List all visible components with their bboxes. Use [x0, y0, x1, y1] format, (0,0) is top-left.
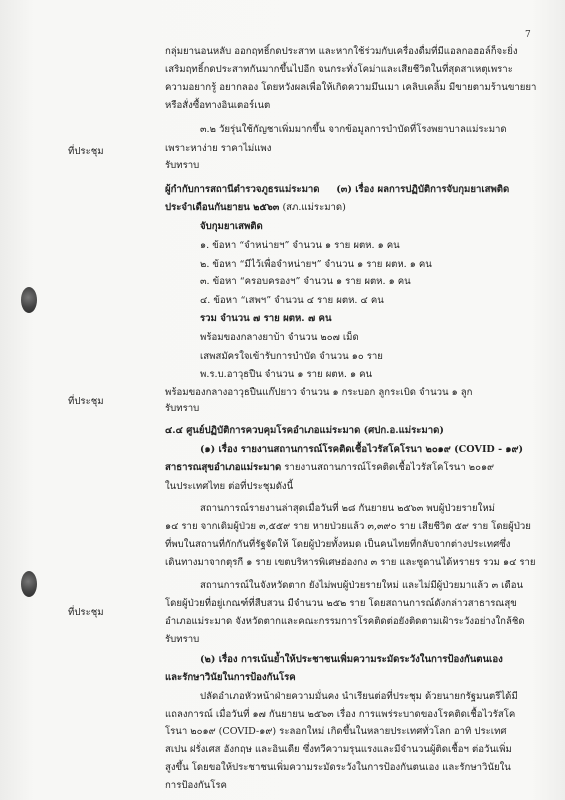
arrest-item: ๒. ข้อหา “มีไว้เพื่อจำหน่ายฯ” จำนวน ๑ ราย ผตห. ๑ คน [200, 258, 432, 270]
covid-paragraph-line: ปลัดอำเภอหัวหน้าฝ่ายความมั่นคง นำเรียนต่อที่ประชุม ด้วยนายกรัฐมนตรีได้มี [200, 690, 518, 702]
police-heading-2 [165, 201, 346, 214]
covid-reporter-text: รายงานสถานการณ์โรคติดเชื้อไวรัสโคโรนา ๒๐๑๙ [281, 461, 495, 473]
covid-paragraph-line: สถานการณ์ในจังหวัดตาก ยังไม่พบผู้ป่วยรายใหม่ และไม่มีผู้ป่วยมาแล้ว ๓ เดือน [200, 580, 524, 592]
covid-reporter-org: สาธารณสุขอำเภอแม่ระมาด [165, 461, 282, 473]
body-line: ความอยากรู้ อยากลอง โดยหวังผลเพื่อให้เกิดความมึนเมา เคลิบเคลิ้ม มีขายตามร้านขายยา [165, 82, 537, 94]
meeting-label: ที่ประชุม [68, 395, 104, 407]
acknowledged-text: รับทราบ [165, 403, 200, 415]
covid-paragraph-line: ๑๔ ราย จากเดิมผู้ป่วย ๓,๕๕๙ ราย หายป่วยแล้ว ๓,๓๙๐ ราย เสียชีวิต ๕๙ ราย โดยผู้ป่วย [165, 521, 531, 533]
meeting-label: ที่ประชุม [68, 146, 104, 158]
covid-paragraph-line: สถานการณ์รายงานล่าสุดเมื่อวันที่ ๒๘ กันยายน ๒๕๖๓ พบผู้ป่วยรายใหม่ [200, 503, 495, 515]
police-heading-topic: (๓) เรื่อง ผลการปฏิบัติการจับกุมยาเสพติด [336, 184, 510, 196]
punch-hole-bottom [21, 571, 37, 597]
covid-paragraph-line: โรนา ๒๐๑๙ (COVID-๑๙) ระลอกใหม่ เกิดขึ้นในหลายประเทศทั่วโลก อาทิ ประเทศ [165, 726, 507, 738]
covid-reporter [165, 461, 494, 474]
covid-section-heading: ๔.๔ ศูนย์ปฏิบัติการควบคุมโรคอำเภอแม่ระมาด (ศปก.อ.แม่ระมาด) [165, 425, 444, 437]
police-heading-org: ผู้กำกับการสถานีตำรวจภูธรแม่ระมาด [165, 184, 320, 196]
covid-paragraph-line: ที่พบในสถานที่กักกันที่รัฐจัดให้ โดยผู้ป่วยทั้งหมด เป็นคนไทยที่กลับจากต่างประเทศซึ่ง [165, 539, 511, 550]
covid-paragraph-line: อำเภอแม่ระมาด จังหวัดตากและคณะกรรมการโรคติดต่อยังติดตามเฝ้าระวังอย่างใกล้ชิด [165, 616, 525, 628]
arrest-item: ๑. ข้อหา “จำหน่ายฯ” จำนวน ๑ ราย ผตห. ๑ คน [200, 239, 400, 251]
arrest-item: ๓. ข้อหา “ครอบครองฯ” จำนวน ๑ ราย ผตห. ๑ คน [200, 276, 411, 288]
covid-paragraph-line: เดินทางมาจากตุรกี ๑ ราย เขตบริหารพิเศษฮ่องกง ๓ ราย และซูดานได้หรายร รวม ๑๔ ราย [165, 556, 536, 568]
police-heading-unit: (สภ.แม่ระมาด) [282, 202, 346, 213]
covid-topic-2-cont: และรักษาวินัยในการป้องกันโรค [165, 671, 296, 683]
acknowledged-text: รับทราบ [165, 634, 200, 646]
covid-paragraph-line: แถลงการณ์ เมื่อวันที่ ๑๗ กันยายน ๒๕๖๓ เรื่อง การแพร่ระบาดของโรคติดเชื้อไวรัสโค [165, 708, 516, 720]
arrest-total: รวม จำนวน ๗ ราย ผตห. ๗ คน [200, 313, 332, 325]
arrest-item: ๔. ข้อหา “เสพฯ” จำนวน ๔ ราย ผตห. ๔ คน [200, 295, 384, 307]
covid-intro: ในประเทศไทย ต่อที่ประชุมดังนี้ [165, 480, 294, 492]
arrest-extra: เสพสมัครใจเข้ารับการบำบัด จำนวน ๑๐ ราย [200, 350, 383, 362]
body-line: ๓.๒ วัยรุ่นใช้กัญชาเพิ่มมากขึ้น จากข้อมูลการบำบัดที่โรงพยาบาลแม่ระมาด [200, 123, 507, 135]
arrest-extra: พ.ร.บ.อาวุธปืน จำนวน ๑ ราย ผตห. ๑ คน [200, 368, 373, 380]
body-line: หรือสั่งซื้อทางอินเตอร์เนต [165, 100, 271, 112]
acknowledged-text: รับทราบ [165, 159, 200, 171]
covid-paragraph-line: การป้องกันโรค [165, 780, 227, 791]
covid-topic-2: (๒) เรื่อง การเน้นย้ำให้ประชาชนเพิ่มความระมัดระวังในการป้องกันตนเอง [200, 653, 503, 665]
covid-paragraph-line: สเปน ฝรั่งเศส อังกฤษ และอินเดีย ซึ่งทวีความรุนแรงและมีจำนวนผู้ติดเชื้อฯ ต่อวันเพิ่ม [165, 744, 512, 756]
arrest-evidence: พร้อมของกลางอาวุธปืนแก๊ปยาว จำนวน ๑ กระบอก ลูกระเบิด จำนวน ๑ ลูก [165, 386, 473, 398]
police-heading [165, 183, 509, 196]
body-line: เสริมฤทธิ์กดประสาทกันมากขึ้นไปอีก จนกระทั่งโคม่าและเสียชีวิตในที่สุดสาเหตุเพราะ [165, 63, 513, 75]
page-number: 7 [525, 30, 531, 40]
punch-hole-top [21, 287, 37, 313]
arrest-subtitle: จับกุมยาเสพติด [200, 220, 263, 232]
meeting-label: ที่ประชุม [68, 606, 104, 618]
police-heading-month: ประจำเดือนกันยายน ๒๕๖๓ [165, 202, 280, 213]
covid-paragraph-line: โดยผู้ป่วยที่อยู่เกณฑ์ที่สืบสวน มีจำนวน ๒๕๒ ราย โดยสถานการณ์ดังกล่าวสาธารณสุข [165, 598, 517, 610]
body-line: กลุ่มยานอนหลับ ออกฤทธิ์กดประสาท และหากใช้ร่วมกับเครื่องดื่มที่มีแอลกอฮอล์ก็จะยิ่ง [165, 45, 518, 57]
covid-topic-1: (๑) เรื่อง รายงานสถานการณ์โรคติดเชื้อไวรัสโคโรนา ๒๐๑๙ (COVID - ๑๙) [200, 443, 524, 455]
body-line: เพราะหาง่าย ราคาไม่แพง [165, 142, 272, 154]
arrest-extra: พร้อมของกลางยาบ้า จำนวน ๒๐๗ เม็ด [200, 331, 359, 343]
covid-paragraph-line: สูงขึ้น โดยขอให้ประชาชนเพิ่มความระมัดระวังในการป้องกันตนเอง และรักษาวินัยใน [165, 762, 511, 774]
